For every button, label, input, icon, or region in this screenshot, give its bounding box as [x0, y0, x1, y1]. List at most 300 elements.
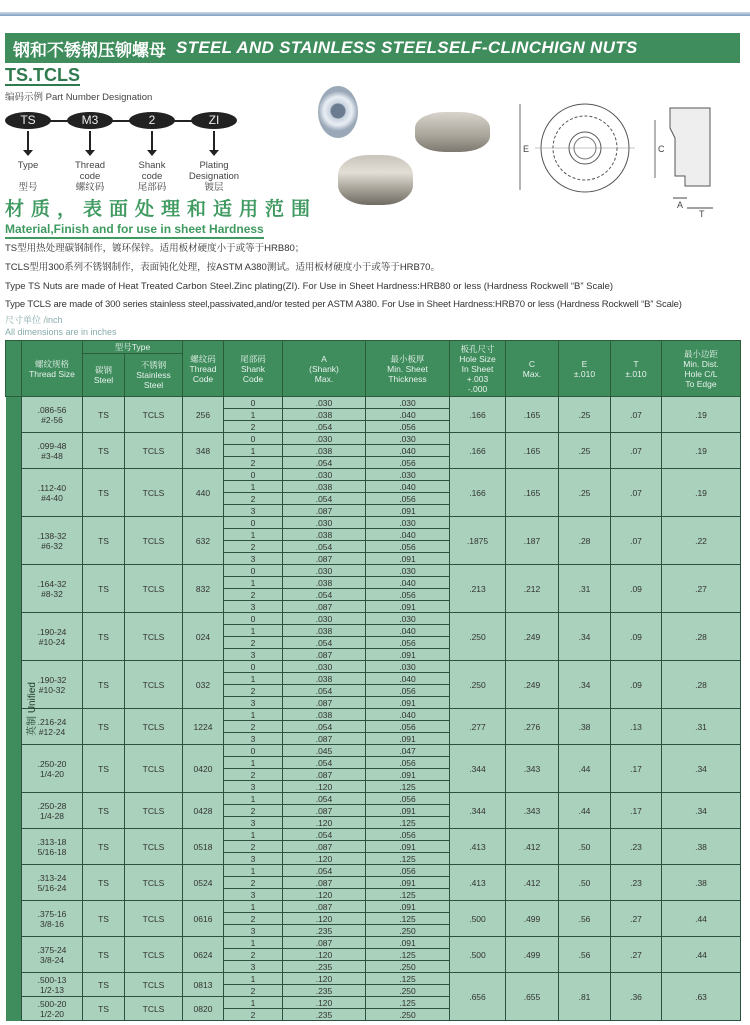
thread-size-cell: .313-24 5/16-24 — [22, 865, 83, 901]
min-dist-cell: .44 — [662, 937, 741, 973]
a-max-cell: .054 — [283, 493, 366, 505]
thread-size-cell: .086-56 #2-56 — [22, 397, 83, 433]
hole-cell: .1875 — [450, 517, 506, 565]
min-sheet-cell: .091 — [366, 649, 450, 661]
designation-label-type: Type 型号 — [17, 160, 39, 193]
a-max-cell: .030 — [283, 433, 366, 445]
steel-type-cell: TS — [83, 661, 125, 709]
title-cn: 钢和不锈钢压铆螺母 — [13, 40, 166, 60]
designation-chain — [5, 112, 237, 129]
material-heading-en: Material,Finish and for use in sheet Hardness — [5, 223, 264, 239]
e-cell: .56 — [559, 901, 611, 937]
shank-code-cell: 3 — [224, 649, 283, 661]
e-cell: .25 — [559, 433, 611, 469]
stainless-type-cell: TCLS — [125, 793, 183, 829]
c-cell: .276 — [506, 709, 559, 745]
thread-code-cell: 024 — [183, 613, 224, 661]
header-e: E ±.010 — [559, 341, 611, 397]
shank-code-cell: 3 — [224, 697, 283, 709]
min-sheet-cell: .125 — [366, 949, 450, 961]
min-sheet-cell: .030 — [366, 517, 450, 529]
min-sheet-cell: .125 — [366, 997, 450, 1009]
thread-size-cell: .313-18 5/16-18 — [22, 829, 83, 865]
a-max-cell: .120 — [283, 853, 366, 865]
title-en: STEEL AND STAINLESS STEELSELF-CLINCHIGN NUTS — [176, 38, 638, 57]
a-max-cell: .235 — [283, 961, 366, 973]
steel-type-cell: TS — [83, 829, 125, 865]
min-sheet-cell: .125 — [366, 781, 450, 793]
hole-cell: .500 — [450, 937, 506, 973]
shank-code-cell: 2 — [224, 841, 283, 853]
shank-code-cell: 0 — [224, 565, 283, 577]
c-cell: .412 — [506, 865, 559, 901]
hole-cell: .656 — [450, 973, 506, 1021]
thread-code-cell: 348 — [183, 433, 224, 469]
min-sheet-cell: .047 — [366, 745, 450, 757]
steel-type-cell: TS — [83, 469, 125, 517]
min-sheet-cell: .056 — [366, 541, 450, 553]
a-max-cell: .120 — [283, 913, 366, 925]
thread-size-cell: .099-48 #3-48 — [22, 433, 83, 469]
a-max-cell: .054 — [283, 793, 366, 805]
shank-code-cell: 3 — [224, 889, 283, 901]
material-paragraph: Type TCLS are made of 300 series stainless steel,passivated,and/or tested per ASTM A380. For Use in Sheet Hardness:HRB70 or less (Hardness Rockwell “B” Scale) — [5, 299, 682, 310]
a-max-cell: .235 — [283, 985, 366, 997]
steel-type-cell: TS — [83, 433, 125, 469]
min-dist-cell: .19 — [662, 469, 741, 517]
a-max-cell: .235 — [283, 1009, 366, 1021]
e-cell: .56 — [559, 937, 611, 973]
arrow-down-icon — [151, 131, 153, 151]
shank-code-cell: 3 — [224, 961, 283, 973]
c-cell: .499 — [506, 901, 559, 937]
table-row — [6, 973, 741, 985]
e-cell: .38 — [559, 709, 611, 745]
code-pill-plating: ZI — [191, 112, 237, 129]
hole-cell: .500 — [450, 901, 506, 937]
e-cell: .25 — [559, 469, 611, 517]
min-sheet-cell: .040 — [366, 673, 450, 685]
e-cell: .34 — [559, 613, 611, 661]
table-row — [6, 661, 741, 673]
shank-code-cell: 3 — [224, 553, 283, 565]
steel-type-cell: TS — [83, 937, 125, 973]
shank-code-cell: 1 — [224, 577, 283, 589]
shank-code-cell: 2 — [224, 913, 283, 925]
steel-type-cell: TS — [83, 745, 125, 793]
a-max-cell: .087 — [283, 733, 366, 745]
steel-type-cell: TS — [83, 901, 125, 937]
shank-code-cell: 0 — [224, 745, 283, 757]
stainless-type-cell: TCLS — [125, 397, 183, 433]
shank-code-cell: 1 — [224, 829, 283, 841]
dim-label-e: E — [523, 144, 530, 154]
t-cell: .09 — [611, 565, 662, 613]
thread-size-cell: .500-13 1/2-13 — [22, 973, 83, 997]
stainless-type-cell: TCLS — [125, 661, 183, 709]
stainless-type-cell: TCLS — [125, 745, 183, 793]
t-cell: .17 — [611, 745, 662, 793]
dim-label-t: T — [699, 209, 705, 218]
designation-label-thread: Thread code 螺纹码 — [74, 160, 106, 193]
shank-code-cell: 2 — [224, 985, 283, 997]
c-cell: .249 — [506, 661, 559, 709]
shank-code-cell: 2 — [224, 421, 283, 433]
stainless-type-cell: TCLS — [125, 865, 183, 901]
arrow-down-icon — [213, 131, 215, 151]
min-sheet-cell: .056 — [366, 421, 450, 433]
min-sheet-cell: .030 — [366, 661, 450, 673]
e-cell: .50 — [559, 865, 611, 901]
a-max-cell: .054 — [283, 541, 366, 553]
shank-code-cell: 3 — [224, 781, 283, 793]
material-paragraph: TCLS型用300系列不锈钢制作，表面钝化处理，按ASTM A380测试。适用板材硬度小于或等于HRB70。 — [5, 262, 440, 273]
min-sheet-cell: .091 — [366, 841, 450, 853]
min-dist-cell: .27 — [662, 565, 741, 613]
table-row — [6, 865, 741, 877]
shank-code-cell: 1 — [224, 997, 283, 1009]
min-dist-cell: .44 — [662, 901, 741, 937]
shank-code-cell: 3 — [224, 733, 283, 745]
arrow-down-icon — [27, 131, 29, 151]
model-title: TS.TCLS — [5, 65, 80, 85]
shank-code-cell: 3 — [224, 601, 283, 613]
a-max-cell: .087 — [283, 649, 366, 661]
a-max-cell: .038 — [283, 625, 366, 637]
c-cell: .412 — [506, 829, 559, 865]
thread-code-cell: 1224 — [183, 709, 224, 745]
hole-cell: .344 — [450, 793, 506, 829]
stainless-type-cell: TCLS — [125, 901, 183, 937]
a-max-cell: .120 — [283, 781, 366, 793]
shank-code-cell: 3 — [224, 505, 283, 517]
c-cell: .655 — [506, 973, 559, 1021]
shank-code-cell: 3 — [224, 853, 283, 865]
a-max-cell: .054 — [283, 865, 366, 877]
min-sheet-cell: .030 — [366, 565, 450, 577]
t-cell: .27 — [611, 937, 662, 973]
shank-code-cell: 2 — [224, 805, 283, 817]
material-paragraph: TS型用热处理碳钢制作，镀环保锌。适用板材硬度小于或等于HRB80； — [5, 243, 305, 254]
shank-code-cell: 3 — [224, 817, 283, 829]
min-sheet-cell: .040 — [366, 577, 450, 589]
e-cell: .34 — [559, 661, 611, 709]
a-max-cell: .030 — [283, 397, 366, 409]
min-sheet-cell: .250 — [366, 1009, 450, 1021]
min-sheet-cell: .056 — [366, 721, 450, 733]
shank-code-cell: 1 — [224, 901, 283, 913]
shank-code-cell: 3 — [224, 925, 283, 937]
t-cell: .07 — [611, 433, 662, 469]
shank-code-cell: 1 — [224, 625, 283, 637]
thread-code-cell: 032 — [183, 661, 224, 709]
min-sheet-cell: .125 — [366, 817, 450, 829]
dim-label-a: A — [677, 200, 684, 210]
a-max-cell: .038 — [283, 481, 366, 493]
thread-size-cell: .190-24 #10-24 — [22, 613, 83, 661]
a-max-cell: .087 — [283, 877, 366, 889]
table-row — [6, 613, 741, 625]
thread-size-cell: .250-20 1/4-20 — [22, 745, 83, 793]
t-cell: .07 — [611, 517, 662, 565]
header-steel: 碳钢 Steel — [83, 354, 125, 397]
thread-code-cell: 0428 — [183, 793, 224, 829]
stainless-type-cell: TCLS — [125, 829, 183, 865]
thread-size-cell: .216-24 #12-24 — [22, 709, 83, 745]
min-sheet-cell: .091 — [366, 601, 450, 613]
stainless-type-cell: TCLS — [125, 517, 183, 565]
a-max-cell: .087 — [283, 937, 366, 949]
shank-code-cell: 1 — [224, 973, 283, 985]
header-thread-code: 螺纹码 Thread Code — [183, 341, 224, 397]
a-max-cell: .087 — [283, 901, 366, 913]
min-sheet-cell: .056 — [366, 685, 450, 697]
shank-code-cell: 1 — [224, 673, 283, 685]
min-sheet-cell: .056 — [366, 637, 450, 649]
stainless-type-cell: TCLS — [125, 469, 183, 517]
e-cell: .50 — [559, 829, 611, 865]
min-sheet-cell: .250 — [366, 985, 450, 997]
shank-code-cell: 2 — [224, 637, 283, 649]
min-dist-cell: .19 — [662, 397, 741, 433]
thread-code-cell: 632 — [183, 517, 224, 565]
shank-code-cell: 1 — [224, 445, 283, 457]
nut-photo-tcls-top — [415, 112, 490, 152]
steel-type-cell: TS — [83, 973, 125, 997]
shank-code-cell: 1 — [224, 481, 283, 493]
thread-code-cell: 0813 — [183, 973, 224, 997]
material-heading-cn: 材质，表面处理和适用范围 — [5, 199, 318, 220]
shank-code-cell: 2 — [224, 589, 283, 601]
t-cell: .23 — [611, 865, 662, 901]
header-c-max: C Max. — [506, 341, 559, 397]
header-min-sheet-thickness: 最小板厚 Min. Sheet Thickness — [366, 341, 450, 397]
side-label: 英制 Unified — [6, 397, 22, 1021]
min-sheet-cell: .030 — [366, 469, 450, 481]
a-max-cell: .087 — [283, 769, 366, 781]
a-max-cell: .120 — [283, 949, 366, 961]
designation-label-plating: Plating Designation 镀层 — [188, 160, 240, 193]
stainless-type-cell: TCLS — [125, 997, 183, 1021]
hole-cell: .166 — [450, 469, 506, 517]
shank-code-cell: 0 — [224, 517, 283, 529]
stainless-type-cell: TCLS — [125, 973, 183, 997]
t-cell: .09 — [611, 613, 662, 661]
min-sheet-cell: .040 — [366, 445, 450, 457]
a-max-cell: .045 — [283, 745, 366, 757]
min-sheet-cell: .091 — [366, 733, 450, 745]
min-sheet-cell: .040 — [366, 481, 450, 493]
c-cell: .165 — [506, 433, 559, 469]
part-number-designation-label: 编码示例 Part Number Designation — [5, 92, 153, 103]
nut-dimension-diagram — [515, 98, 730, 218]
e-cell: .44 — [559, 793, 611, 829]
steel-type-cell: TS — [83, 793, 125, 829]
hole-cell: .166 — [450, 433, 506, 469]
header-min-dist: 最小边距 Min. Dist. Hole C/L To Edge — [662, 341, 741, 397]
thread-code-cell: 832 — [183, 565, 224, 613]
a-max-cell: .087 — [283, 841, 366, 853]
stainless-type-cell: TCLS — [125, 565, 183, 613]
stainless-type-cell: TCLS — [125, 709, 183, 745]
thread-size-cell: .164-32 #8-32 — [22, 565, 83, 613]
shank-code-cell: 1 — [224, 409, 283, 421]
steel-type-cell: TS — [83, 517, 125, 565]
a-max-cell: .087 — [283, 601, 366, 613]
shank-code-cell: 2 — [224, 769, 283, 781]
min-sheet-cell: .056 — [366, 865, 450, 877]
a-max-cell: .038 — [283, 709, 366, 721]
a-max-cell: .038 — [283, 445, 366, 457]
nut-photo-ts — [318, 86, 358, 138]
a-max-cell: .054 — [283, 829, 366, 841]
shank-code-cell: 1 — [224, 865, 283, 877]
a-max-cell: .087 — [283, 805, 366, 817]
min-dist-cell: .38 — [662, 865, 741, 901]
hole-cell: .166 — [450, 397, 506, 433]
a-max-cell: .030 — [283, 661, 366, 673]
min-sheet-cell: .056 — [366, 457, 450, 469]
min-sheet-cell: .056 — [366, 589, 450, 601]
steel-type-cell: TS — [83, 709, 125, 745]
min-sheet-cell: .091 — [366, 769, 450, 781]
c-cell: .249 — [506, 613, 559, 661]
a-max-cell: .120 — [283, 973, 366, 985]
min-sheet-cell: .125 — [366, 889, 450, 901]
c-cell: .165 — [506, 469, 559, 517]
a-max-cell: .030 — [283, 469, 366, 481]
a-max-cell: .038 — [283, 409, 366, 421]
min-dist-cell: .28 — [662, 661, 741, 709]
top-divider — [0, 12, 750, 16]
min-dist-cell: .34 — [662, 745, 741, 793]
min-sheet-cell: .056 — [366, 793, 450, 805]
thread-size-cell: .375-24 3/8-24 — [22, 937, 83, 973]
table-row — [6, 517, 741, 529]
a-max-cell: .087 — [283, 553, 366, 565]
min-sheet-cell: .091 — [366, 901, 450, 913]
steel-type-cell: TS — [83, 565, 125, 613]
min-sheet-cell: .040 — [366, 529, 450, 541]
a-max-cell: .054 — [283, 637, 366, 649]
min-sheet-cell: .091 — [366, 937, 450, 949]
table-row — [6, 793, 741, 805]
header-a-shank-max: A (Shank) Max. — [283, 341, 366, 397]
a-max-cell: .054 — [283, 421, 366, 433]
c-cell: .187 — [506, 517, 559, 565]
stainless-type-cell: TCLS — [125, 937, 183, 973]
min-sheet-cell: .030 — [366, 613, 450, 625]
a-max-cell: .054 — [283, 457, 366, 469]
table-row — [6, 565, 741, 577]
hole-cell: .413 — [450, 865, 506, 901]
min-dist-cell: .28 — [662, 613, 741, 661]
thread-code-cell: 0616 — [183, 901, 224, 937]
shank-code-cell: 1 — [224, 757, 283, 769]
stainless-type-cell: TCLS — [125, 433, 183, 469]
a-max-cell: .087 — [283, 505, 366, 517]
min-dist-cell: .38 — [662, 829, 741, 865]
c-cell: .343 — [506, 793, 559, 829]
min-dist-cell: .19 — [662, 433, 741, 469]
header-shank-code: 尾部码 Shank Code — [224, 341, 283, 397]
t-cell: .07 — [611, 469, 662, 517]
a-max-cell: .054 — [283, 721, 366, 733]
min-sheet-cell: .091 — [366, 505, 450, 517]
title-banner — [5, 33, 740, 63]
code-pill-type: TS — [5, 112, 51, 129]
a-max-cell: .054 — [283, 685, 366, 697]
shank-code-cell: 0 — [224, 661, 283, 673]
thread-code-cell: 0524 — [183, 865, 224, 901]
t-cell: .13 — [611, 709, 662, 745]
e-cell: .81 — [559, 973, 611, 1021]
steel-type-cell: TS — [83, 613, 125, 661]
arrow-down-icon — [89, 131, 91, 151]
stainless-type-cell: TCLS — [125, 613, 183, 661]
shank-code-cell: 2 — [224, 1009, 283, 1021]
min-sheet-cell: .250 — [366, 925, 450, 937]
header-stainless-steel: 不锈钢 Stainless Steel — [125, 354, 183, 397]
min-sheet-cell: .091 — [366, 877, 450, 889]
units-en: All dimensions are in inches — [5, 327, 117, 337]
thread-code-cell: 0518 — [183, 829, 224, 865]
t-cell: .07 — [611, 397, 662, 433]
shank-code-cell: 2 — [224, 949, 283, 961]
a-max-cell: .030 — [283, 517, 366, 529]
shank-code-cell: 1 — [224, 937, 283, 949]
a-max-cell: .235 — [283, 925, 366, 937]
min-sheet-cell: .091 — [366, 553, 450, 565]
hole-cell: .413 — [450, 829, 506, 865]
hole-cell: .277 — [450, 709, 506, 745]
e-cell: .28 — [559, 517, 611, 565]
thread-size-cell: .375-16 3/8-16 — [22, 901, 83, 937]
steel-type-cell: TS — [83, 397, 125, 433]
header-hole-size: 板孔尺寸 Hole Size In Sheet +.003 -.000 — [450, 341, 506, 397]
units-cn: 尺寸单位 /inch — [5, 315, 63, 325]
table-row — [6, 433, 741, 445]
thread-size-cell: .250-28 1/4-28 — [22, 793, 83, 829]
shank-code-cell: 1 — [224, 793, 283, 805]
t-cell: .27 — [611, 901, 662, 937]
a-max-cell: .038 — [283, 673, 366, 685]
e-cell: .44 — [559, 745, 611, 793]
thread-code-cell: 440 — [183, 469, 224, 517]
min-dist-cell: .31 — [662, 709, 741, 745]
min-sheet-cell: .040 — [366, 709, 450, 721]
shank-code-cell: 2 — [224, 721, 283, 733]
material-paragraph: Type TS Nuts are made of Heat Treated Carbon Steel.Zinc plating(ZI). For Use in Sheet Hardness:HRB80 or less (Hardness Rockwell “B” Scale) — [5, 281, 614, 292]
header-thread-size: 螺纹规格 Thread Size — [22, 341, 83, 397]
shank-code-cell: 0 — [224, 397, 283, 409]
a-max-cell: .120 — [283, 817, 366, 829]
code-pill-thread: M3 — [67, 112, 113, 129]
thread-code-cell: 256 — [183, 397, 224, 433]
c-cell: .212 — [506, 565, 559, 613]
dimensions-table — [5, 340, 741, 1021]
thread-code-cell: 0624 — [183, 937, 224, 973]
steel-type-cell: TS — [83, 997, 125, 1021]
t-cell: .17 — [611, 793, 662, 829]
shank-code-cell: 1 — [224, 529, 283, 541]
shank-code-cell: 0 — [224, 433, 283, 445]
a-max-cell: .120 — [283, 997, 366, 1009]
shank-code-cell: 0 — [224, 469, 283, 481]
table-row — [6, 397, 741, 409]
t-cell: .23 — [611, 829, 662, 865]
hole-cell: .250 — [450, 661, 506, 709]
